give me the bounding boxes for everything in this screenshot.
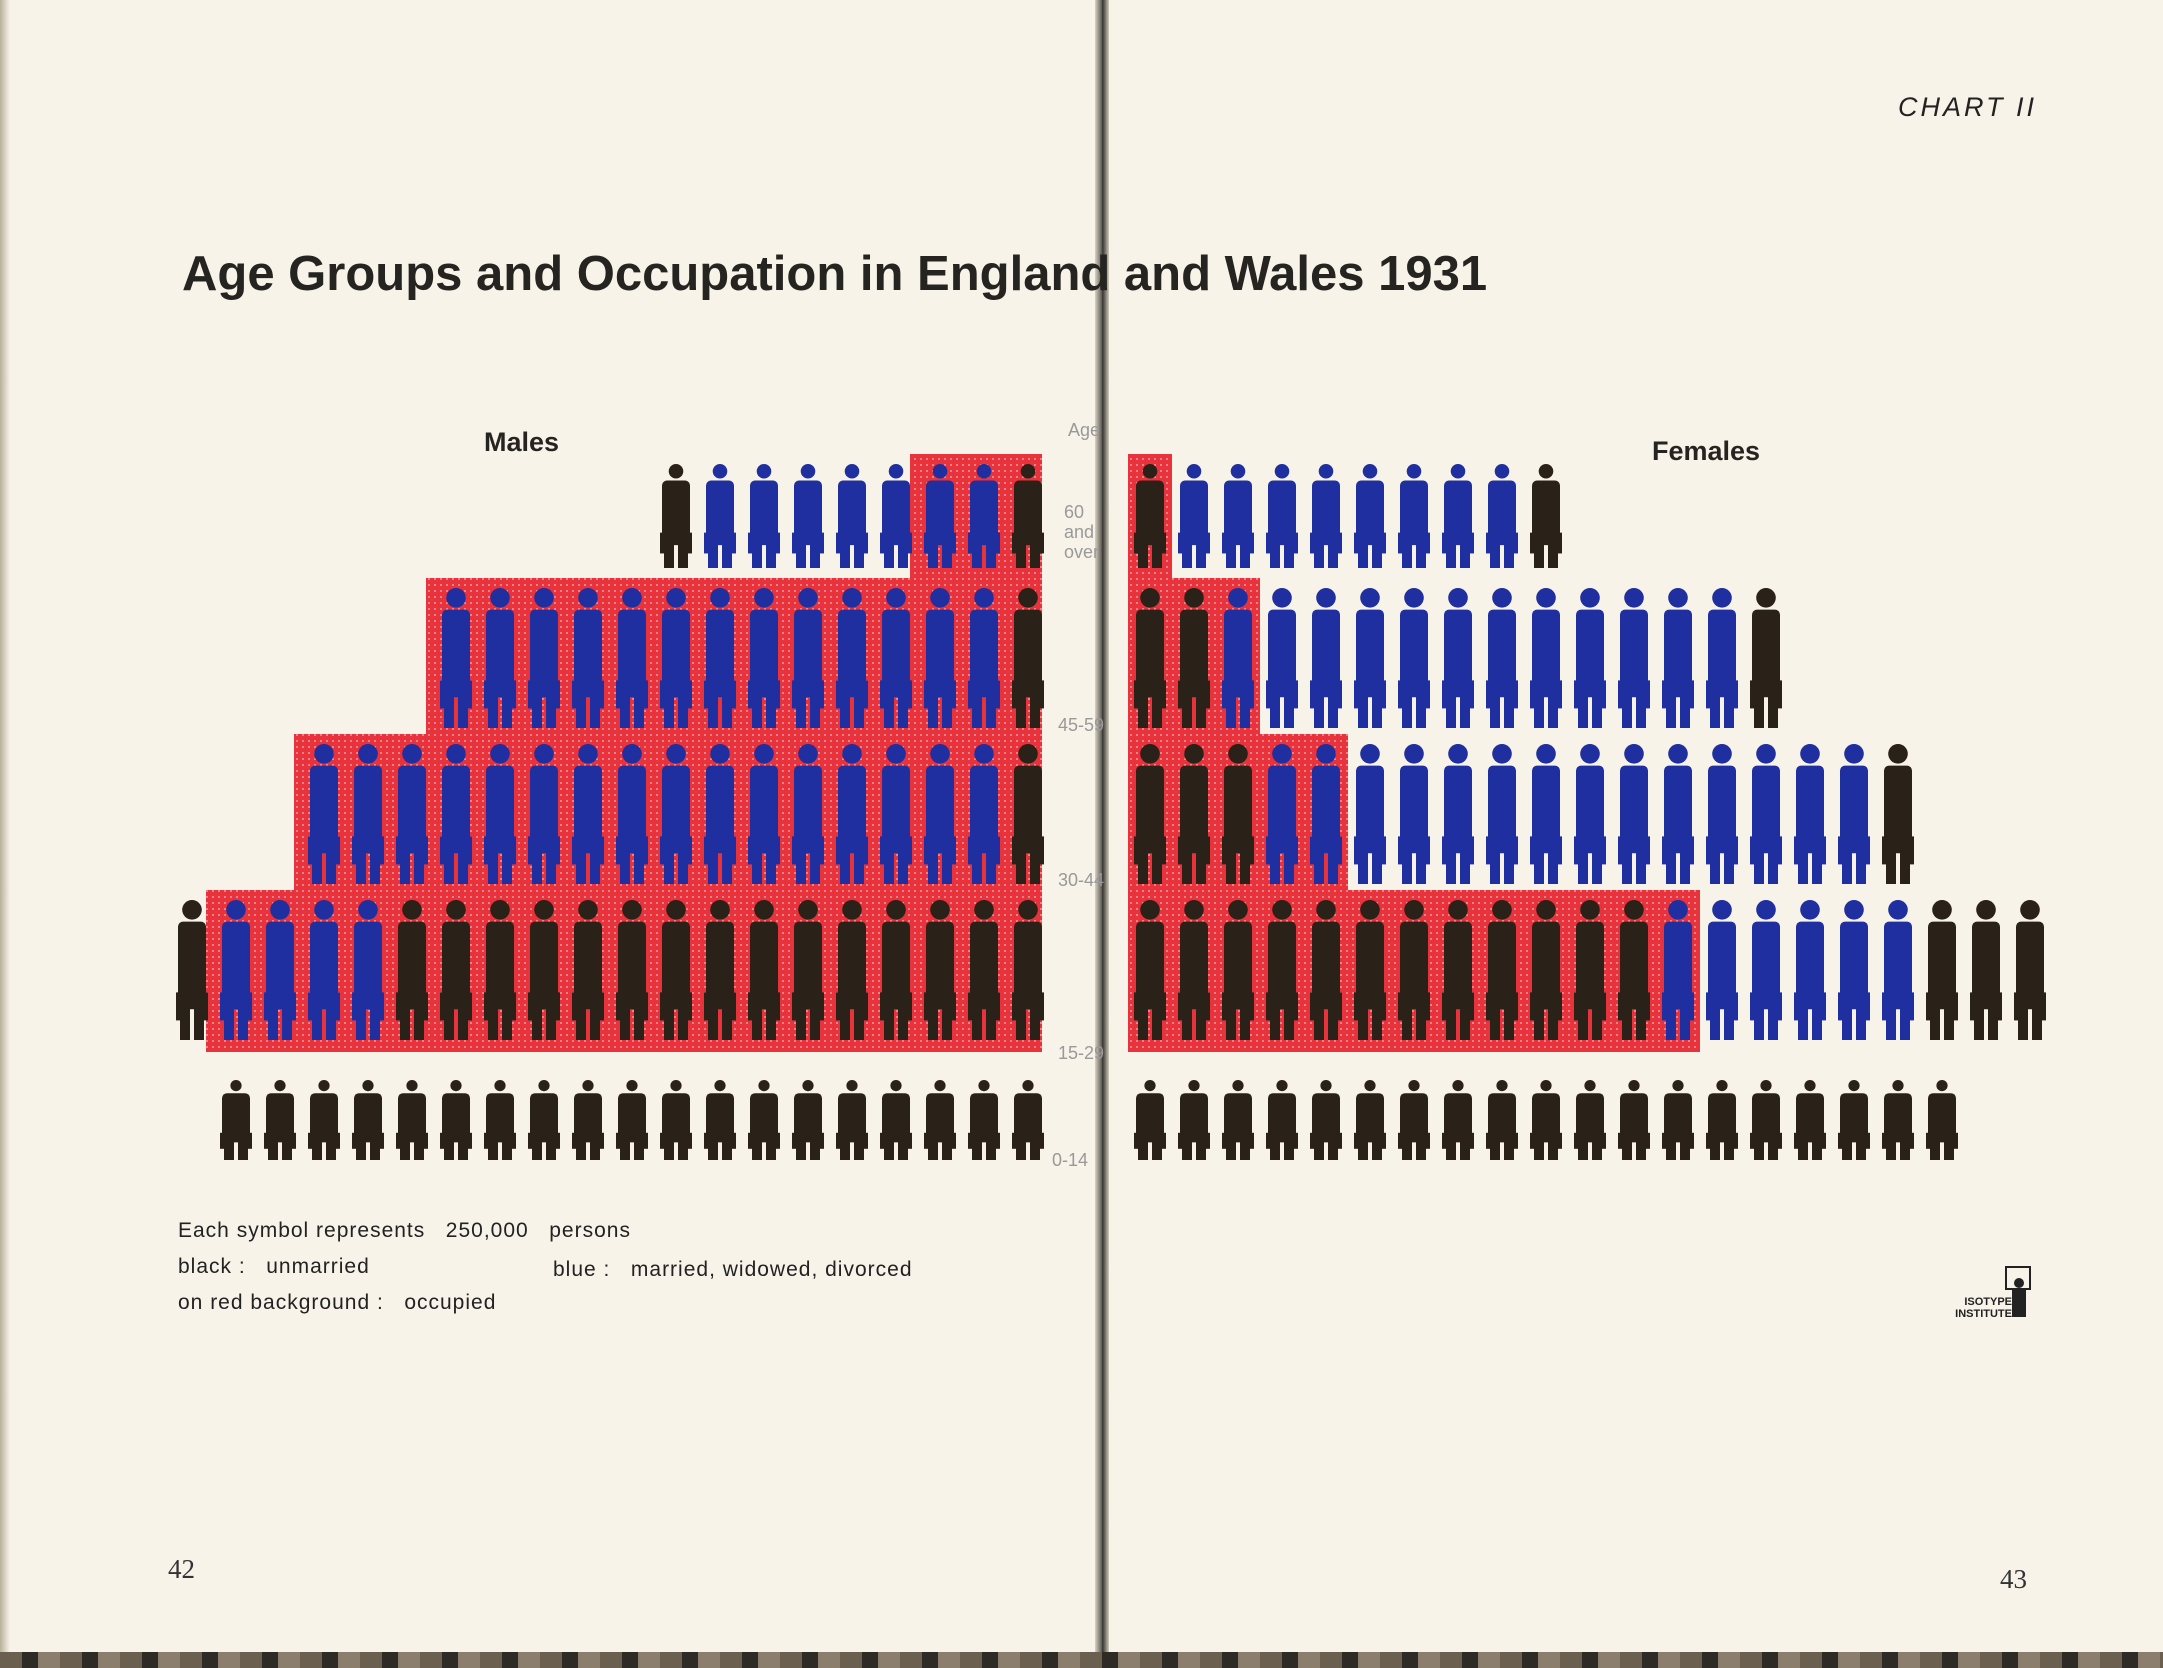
female-married-figure <box>1530 744 1562 884</box>
female-unmarried-figure <box>1662 1080 1694 1160</box>
male-unmarried-figure <box>484 1080 516 1160</box>
female-unmarried-figure <box>1882 744 1914 884</box>
male-unmarried-figure <box>528 1080 560 1160</box>
male-unmarried-figure <box>176 900 208 1040</box>
female-unmarried-figure <box>1178 1080 1210 1160</box>
age-label-45-59: 45-59 <box>1058 715 1105 735</box>
female-married-figure <box>1706 744 1738 884</box>
female-married-figure <box>1354 744 1386 884</box>
female-married-figure <box>1178 464 1210 568</box>
male-unmarried-figure <box>308 1080 340 1160</box>
female-married-figure <box>1750 744 1782 884</box>
legend-blue-key: blue : <box>553 1258 611 1281</box>
legend-blue <box>553 1258 913 1282</box>
female-unmarried-figure <box>1486 1080 1518 1160</box>
female-unmarried-figure <box>1926 900 1958 1040</box>
female-married-figure <box>1706 588 1738 728</box>
female-married-figure <box>1398 588 1430 728</box>
female-unmarried-figure <box>1310 1080 1342 1160</box>
female-married-figure <box>1310 464 1342 568</box>
female-married-figure <box>1354 464 1386 568</box>
female-unmarried-figure <box>1618 1080 1650 1160</box>
female-married-figure <box>1486 588 1518 728</box>
female-married-figure <box>1266 464 1298 568</box>
legend-blue-text: married, widowed, divorced <box>630 1258 913 1281</box>
male-married-figure <box>704 464 736 568</box>
male-unmarried-figure <box>792 1080 824 1160</box>
age-label-0-14: 0-14 <box>1052 1150 1089 1170</box>
female-unmarried-figure <box>1750 1080 1782 1160</box>
male-unmarried-figure <box>660 1080 692 1160</box>
legend-black-text: unmarried <box>266 1255 370 1278</box>
age-label-15-29: 15-29 <box>1058 1043 1105 1063</box>
age-axis-label: Age <box>1068 420 1101 440</box>
male-unmarried-figure <box>704 1080 736 1160</box>
male-married-figure <box>748 464 780 568</box>
legend-red <box>178 1291 496 1315</box>
legend-unit-suffix: persons <box>549 1219 631 1242</box>
legend-unit-prefix: Each symbol represents <box>178 1219 426 1242</box>
female-married-figure <box>1310 588 1342 728</box>
legend-red-key: on red background : <box>178 1291 384 1314</box>
female-married-figure <box>1266 588 1298 728</box>
female-unmarried-figure <box>1794 1080 1826 1160</box>
male-unmarried-figure <box>1012 1080 1044 1160</box>
male-unmarried-figure <box>396 1080 428 1160</box>
female-unmarried-figure <box>1750 588 1782 728</box>
female-married-figure <box>1486 744 1518 884</box>
female-married-figure <box>1662 588 1694 728</box>
female-married-figure <box>1442 744 1474 884</box>
female-married-figure <box>1574 588 1606 728</box>
legend-unit-value: 250,000 <box>445 1219 529 1242</box>
female-married-figure <box>1618 588 1650 728</box>
female-married-figure <box>1486 464 1518 568</box>
female-married-figure <box>1398 744 1430 884</box>
male-unmarried-figure <box>572 1080 604 1160</box>
female-unmarried-figure <box>1442 1080 1474 1160</box>
female-married-figure <box>1398 464 1430 568</box>
logo-line-2: INSTITUTE <box>1955 1308 2012 1320</box>
female-unmarried-figure <box>1134 1080 1166 1160</box>
male-unmarried-figure <box>264 1080 296 1160</box>
age-label-30-44: 30-44 <box>1058 870 1105 890</box>
male-unmarried-figure <box>660 464 692 568</box>
female-married-figure <box>1838 900 1870 1040</box>
male-married-figure <box>836 464 868 568</box>
female-married-figure <box>1662 744 1694 884</box>
female-unmarried-figure <box>1574 1080 1606 1160</box>
legend-black-key: black : <box>178 1255 246 1278</box>
female-unmarried-figure <box>1266 1080 1298 1160</box>
female-married-figure <box>1794 900 1826 1040</box>
legend-red-text: occupied <box>404 1291 497 1314</box>
page-number-right: 43 <box>2000 1564 2027 1594</box>
male-unmarried-figure <box>836 1080 868 1160</box>
male-married-figure <box>880 464 912 568</box>
chart-number-label: CHART II <box>1898 92 2038 122</box>
female-unmarried-figure <box>1222 1080 1254 1160</box>
female-unmarried-figure <box>1354 1080 1386 1160</box>
chart-title: Age Groups and Occupation in England and Wales 1931 <box>182 247 1488 301</box>
male-unmarried-figure <box>880 1080 912 1160</box>
female-married-figure <box>1618 744 1650 884</box>
male-unmarried-figure <box>440 1080 472 1160</box>
legend-unit-text <box>178 1219 631 1243</box>
male-unmarried-figure <box>968 1080 1000 1160</box>
female-married-figure <box>1530 588 1562 728</box>
female-unmarried-figure <box>1970 900 2002 1040</box>
males-label: Males <box>484 427 560 457</box>
female-married-figure <box>1794 744 1826 884</box>
female-unmarried-figure <box>1926 1080 1958 1160</box>
male-unmarried-figure <box>748 1080 780 1160</box>
female-unmarried-figure <box>1530 1080 1562 1160</box>
male-unmarried-figure <box>924 1080 956 1160</box>
isotype-logo-text <box>1946 1296 2012 1320</box>
male-married-figure <box>792 464 824 568</box>
female-married-figure <box>1574 744 1606 884</box>
female-married-figure <box>1354 588 1386 728</box>
male-unmarried-figure <box>352 1080 384 1160</box>
female-married-figure <box>1442 588 1474 728</box>
female-unmarried-figure <box>1398 1080 1430 1160</box>
female-married-figure <box>1838 744 1870 884</box>
female-married-figure <box>1750 900 1782 1040</box>
female-unmarried-figure <box>2014 900 2046 1040</box>
females-label: Females <box>1652 436 1761 466</box>
female-married-figure <box>1222 464 1254 568</box>
age-label-60-over: 60 and over <box>1064 502 1100 562</box>
male-unmarried-figure <box>220 1080 252 1160</box>
female-unmarried-figure <box>1882 1080 1914 1160</box>
male-unmarried-figure <box>616 1080 648 1160</box>
female-married-figure <box>1442 464 1474 568</box>
logo-line-1: ISOTYPE <box>1964 1296 2012 1308</box>
female-unmarried-figure <box>1838 1080 1870 1160</box>
female-married-figure <box>1882 900 1914 1040</box>
female-married-figure <box>1706 900 1738 1040</box>
female-unmarried-figure <box>1530 464 1562 568</box>
legend-black <box>178 1255 370 1279</box>
page-number-left: 42 <box>168 1554 195 1584</box>
female-unmarried-figure <box>1706 1080 1738 1160</box>
